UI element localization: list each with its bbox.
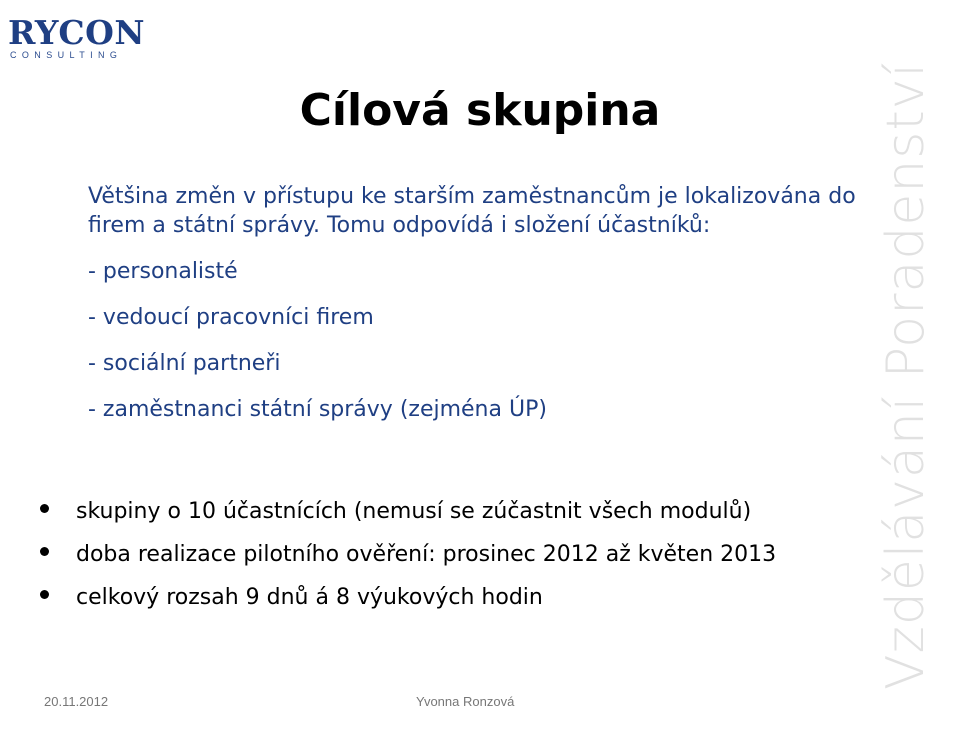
role-item: - zaměstnanci státní správy (zejména ÚP) [88, 397, 547, 422]
footer-author: Yvonna Ronzová [416, 694, 515, 709]
side-watermark: Vzdělávání Poradenství [876, 62, 936, 690]
role-item: - sociální partneři [88, 351, 281, 376]
bullet-list [76, 496, 896, 625]
role-item: - personalisté [88, 259, 238, 284]
bullet-dot-icon [40, 504, 49, 513]
intro-block [88, 182, 888, 424]
bullet-text: skupiny o 10 účastnících (nemusí se zúčastnit všech modulů) [76, 499, 752, 524]
bullet-dot-icon [40, 590, 49, 599]
slide-title: Cílová skupina [299, 85, 661, 137]
company-logo [8, 13, 146, 60]
bullet-item [76, 496, 896, 527]
footer-date: 20.11.2012 [44, 694, 109, 709]
intro-paragraph: Většina změn v přístupu ke starším zaměstnancům je lokalizována do firem a státní správy. Tomu odpovídá i složení účastníků: [88, 184, 856, 238]
bullet-item [76, 539, 896, 570]
role-item: - vedoucí pracovníci firem [88, 305, 374, 330]
bullet-item [76, 582, 896, 613]
logo-wordmark: RYCON [8, 13, 146, 52]
bullet-text: doba realizace pilotního ověření: prosinec 2012 až květen 2013 [76, 542, 777, 567]
bullet-dot-icon [40, 547, 49, 556]
logo-subtitle: CONSULTING [10, 50, 123, 60]
bullet-text: celkový rozsah 9 dnů á 8 výukových hodin [76, 585, 543, 610]
